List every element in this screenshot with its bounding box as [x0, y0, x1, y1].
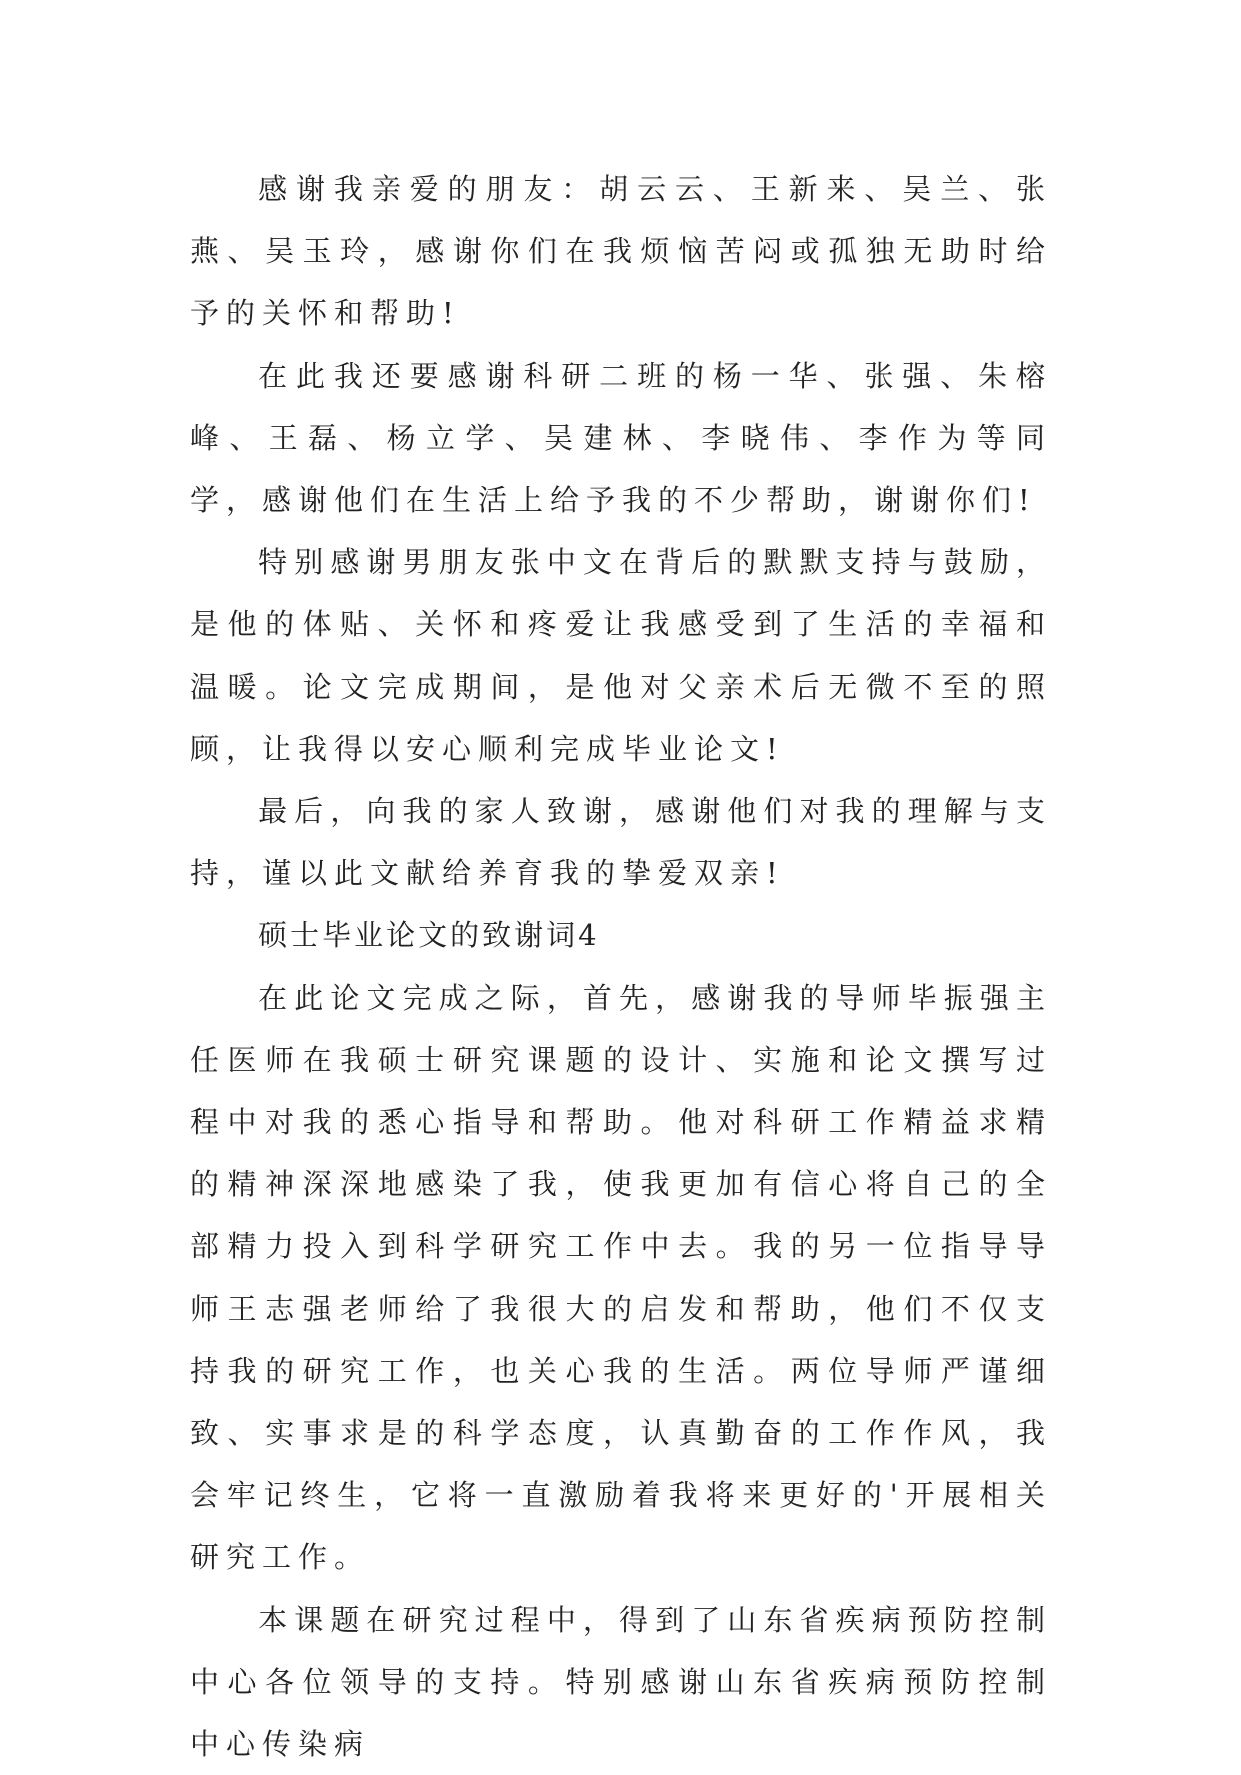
- paragraph-thanks-boyfriend: 特别感谢男朋友张中文在背后的默默支持与鼓励，是他的体贴、关怀和疼爱让我感受到了生活的幸福和温暖。论文完成期间，是他对父亲术后无微不至的照顾，让我得以安心顺利完成毕业论文!: [190, 545, 1052, 766]
- paragraph-thanks-friends: 感谢我亲爱的朋友：胡云云、王新来、吴兰、张燕、吴玉玲，感谢你们在我烦恼苦闷或孤独无助时给予的关怀和帮助!: [190, 172, 1052, 331]
- paragraph-thanks-family: 最后，向我的家人致谢，感谢他们对我的理解与支持，谨以此文献给养育我的挚爱双亲!: [190, 794, 1052, 891]
- section-heading: 硕士毕业论文的致谢词4: [258, 918, 600, 953]
- document-body: [190, 158, 1052, 1775]
- paragraph-thanks-classmates: 在此我还要感谢科研二班的杨一华、张强、朱榕峰、王磊、杨立学、吴建林、李晓伟、李作为等同学，感谢他们在生活上给予我的不少帮助，谢谢你们!: [190, 358, 1052, 518]
- paragraph-thanks-cdc: 本课题在研究过程中，得到了山东省疾病预防控制中心各位领导的支持。特别感谢山东省疾病预防控制中心传染病: [190, 1602, 1052, 1762]
- paragraph-thanks-advisors: 在此论文完成之际，首先，感谢我的导师毕振强主任医师在我硕士研究课题的设计、实施和论文撰写过程中对我的悉心指导和帮助。他对科研工作精益求精的精神深深地感染了我，使我更加有信心将自己的全部精力投入到科学研究工作中去。我的另一位指导导师王志强老师给了我很大的启发和帮助，他们不仅支持我的研究工作，也关心我的生活。两位导师严谨细致、实事求是的科学态度，认真勤奋的工作作风，我会牢记终生，它将一直激励着我将来更好的'开展相关研究工作。: [190, 980, 1052, 1575]
